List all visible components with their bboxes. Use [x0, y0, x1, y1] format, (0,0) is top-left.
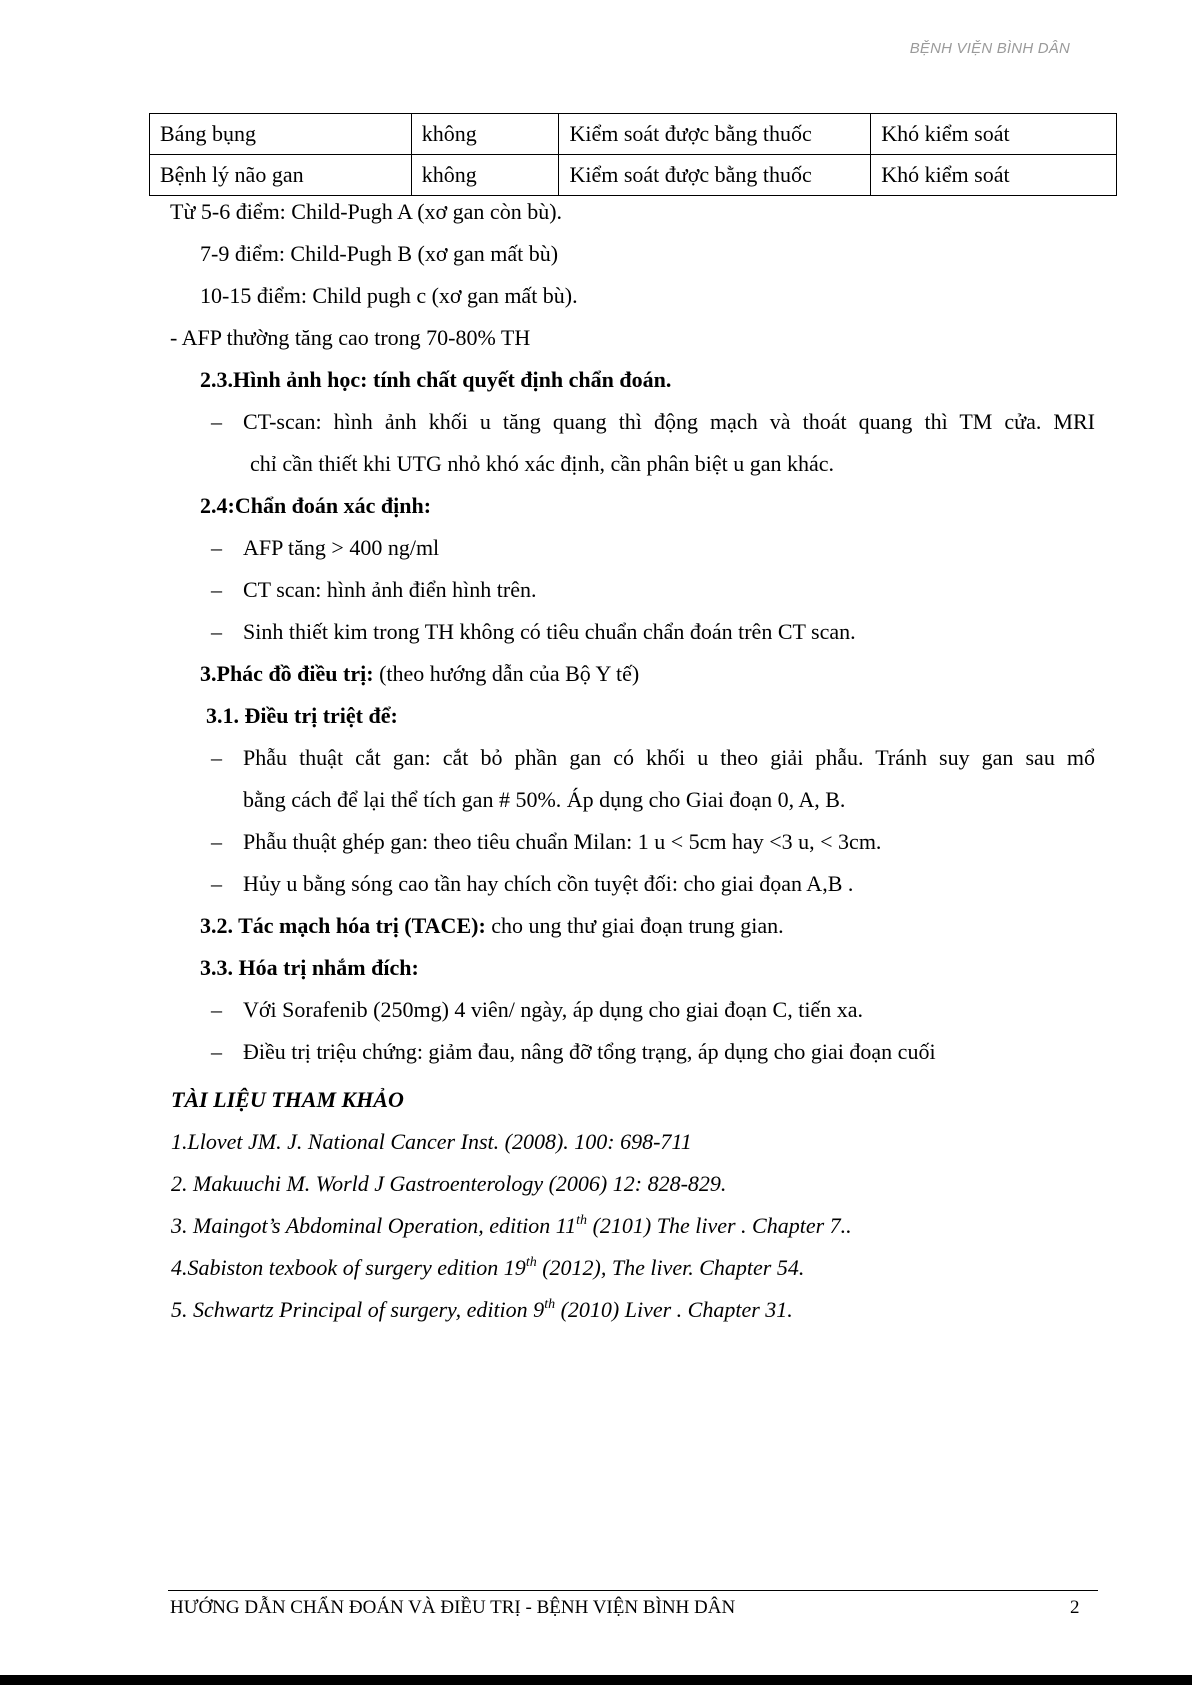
diagnosis-heading: 2.4:Chẩn đoán xác định:: [200, 493, 432, 518]
bullet-dash: –: [211, 871, 222, 896]
afp-note: - AFP thường tăng cao trong 70-80% TH: [170, 325, 531, 350]
reference-item: [171, 1296, 793, 1324]
radical-item-2: Phẫu thuật ghép gan: theo tiêu chuẩn Milan: 1 u < 5cm hay <3 u, < 3cm.: [243, 829, 882, 854]
tace-heading: [200, 912, 784, 940]
reference-text: (2010) Liver . Chapter 31.: [555, 1297, 793, 1322]
reference-superscript: th: [576, 1213, 588, 1228]
table-cell: Bệnh lý não gan: [150, 155, 412, 196]
table-cell: Khó kiểm soát: [871, 155, 1117, 196]
table-cell: Kiểm soát được bằng thuốc: [559, 114, 871, 155]
bullet-dash: –: [211, 619, 222, 644]
treatment-heading-bold: 3.Phác đồ điều trị:: [200, 661, 374, 686]
footer-rule: [168, 1590, 1098, 1591]
reference-item: [171, 1254, 804, 1282]
table-cell: Kiểm soát được bằng thuốc: [559, 155, 871, 196]
reference-text: (2101) The liver . Chapter 7..: [587, 1213, 852, 1238]
imaging-line-1: CT-scan: hình ảnh khối u tăng quang thì động mạch và thoát quang thì TM cửa. MRI: [243, 409, 1095, 434]
diagnosis-item: AFP tăng > 400 ng/ml: [243, 535, 440, 560]
reference-item: [171, 1212, 852, 1240]
diagnosis-item: CT scan: hình ảnh điển hình trên.: [243, 577, 537, 602]
footer-title: HƯỚNG DẪN CHẨN ĐOÁN VÀ ĐIỀU TRỊ - BỆNH VIỆN BÌNH DÂN: [170, 1597, 736, 1618]
bullet-dash: –: [211, 997, 222, 1022]
radical-item-3: Hủy u bằng sóng cao tần hay chích cồn tuyệt đối: cho giai đọan A,B .: [243, 871, 854, 896]
diagnosis-item: Sinh thiết kim trong TH không có tiêu chuẩn chẩn đoán trên CT scan.: [243, 619, 856, 644]
bullet-dash: –: [211, 1039, 222, 1064]
targeted-item-1: Với Sorafenib (250mg) 4 viên/ ngày, áp dụng cho giai đoạn C, tiến xa.: [243, 997, 863, 1022]
treatment-heading: [200, 660, 639, 688]
child-pugh-table: [149, 113, 1117, 196]
score-class-a: Từ 5-6 điểm: Child-Pugh A (xơ gan còn bù).: [170, 199, 563, 224]
tace-heading-note: cho ung thư giai đoạn trung gian.: [485, 913, 784, 938]
reference-item: 2. Makuuchi M. World J Gastroenterology (2006) 12: 828-829.: [171, 1171, 727, 1196]
table-cell: Khó kiểm soát: [871, 114, 1117, 155]
radical-item-1-line-2: bằng cách để lại thể tích gan # 50%. Áp dụng cho Giai đoạn 0, A, B.: [243, 787, 846, 812]
table-row: [150, 114, 1117, 155]
reference-text: (2012), The liver. Chapter 54.: [536, 1255, 805, 1280]
reference-item: 1.Llovet JM. J. National Cancer Inst. (2008). 100: 698-711: [171, 1129, 692, 1154]
page-number: 2: [1070, 1597, 1080, 1618]
bullet-dash: –: [211, 535, 222, 560]
tace-heading-bold: 3.2. Tác mạch hóa trị (TACE):: [200, 913, 486, 938]
table-cell: Báng bụng: [150, 114, 412, 155]
imaging-line-2: chỉ cần thiết khi UTG nhỏ khó xác định, cần phân biệt u gan khác.: [250, 451, 835, 476]
imaging-dash: –: [211, 409, 222, 434]
running-header: BỆNH VIỆN BÌNH DÂN: [909, 40, 1070, 57]
table-row: [150, 155, 1117, 196]
references-heading: TÀI LIỆU THAM KHẢO: [171, 1087, 404, 1112]
table-cell: không: [411, 114, 559, 155]
score-class-b: 7-9 điểm: Child-Pugh B (xơ gan mất bù): [200, 241, 559, 266]
bullet-dash: –: [211, 745, 222, 770]
bullet-dash: –: [211, 577, 222, 602]
targeted-item-2: Điều trị triệu chứng: giảm đau, nâng đỡ tổng trạng, áp dụng cho giai đoạn cuối: [243, 1039, 936, 1064]
reference-text: 4.Sabiston texbook of surgery edition 19: [171, 1255, 526, 1280]
score-class-c: 10-15 điểm: Child pugh c (xơ gan mất bù).: [200, 283, 578, 308]
imaging-heading: 2.3.Hình ảnh học: tính chất quyết định chẩn đoán.: [200, 367, 672, 392]
targeted-heading: 3.3. Hóa trị nhắm đích:: [200, 955, 419, 980]
radical-item-1-line-1: Phẫu thuật cắt gan: cắt bỏ phần gan có khối u theo giải phẫu. Tránh suy gan sau mổ: [243, 745, 1095, 770]
radical-heading: 3.1. Điều trị triệt để:: [206, 703, 398, 728]
treatment-heading-note: (theo hướng dẫn của Bộ Y tế): [373, 661, 640, 686]
bullet-dash: –: [211, 829, 222, 854]
reference-superscript: th: [544, 1297, 556, 1312]
reference-superscript: th: [525, 1255, 537, 1270]
reference-text: 5. Schwartz Principal of surgery, edition 9: [171, 1297, 545, 1322]
reference-text: 3. Maingot’s Abdominal Operation, edition 11: [171, 1213, 577, 1238]
scan-border: [0, 1675, 1192, 1685]
table-cell: không: [411, 155, 559, 196]
